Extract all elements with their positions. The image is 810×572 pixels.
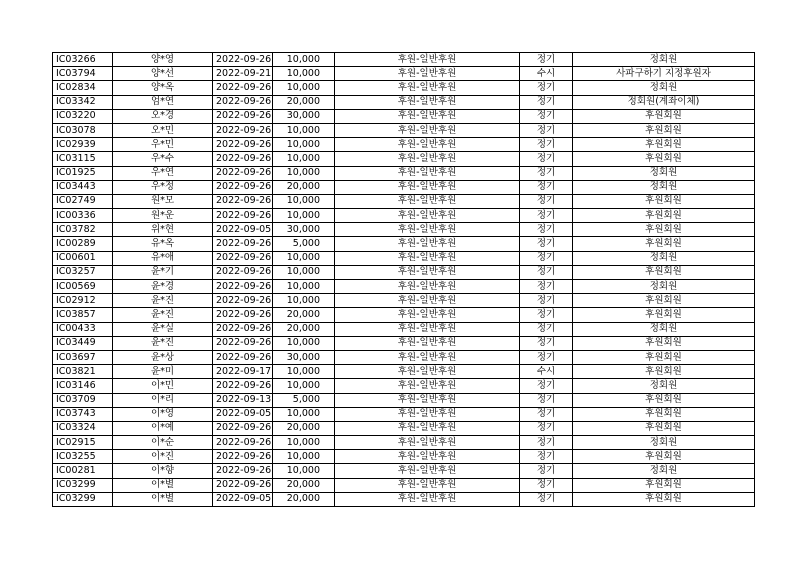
donation-date-cell: 2022-09-13 [213,393,273,407]
member-category-cell: 후원회원 [573,194,755,208]
member-category-cell: 후원회원 [573,407,755,421]
donation-amount-cell: 20,000 [273,180,335,194]
member-category-cell: 정회원 [573,322,755,336]
table-row [53,478,755,492]
donation-type-cell: 후원-일반후원 [335,464,520,478]
donor-id-cell: IC03449 [53,336,113,350]
donation-amount-cell: 10,000 [273,294,335,308]
donor-name-cell: 윤*진 [113,336,213,350]
donor-id-cell: IC01925 [53,166,113,180]
member-category-cell: 정회원 [573,166,755,180]
member-category-cell: 후원회원 [573,336,755,350]
donor-name-cell: 윤*미 [113,365,213,379]
table-row [53,464,755,478]
donor-name-cell: 우*수 [113,152,213,166]
table-row [53,407,755,421]
table-row [53,294,755,308]
donation-date-cell: 2022-09-26 [213,237,273,251]
donation-table-body [53,53,755,507]
donation-date-cell: 2022-09-26 [213,138,273,152]
donor-id-cell: IC03266 [53,53,113,67]
member-category-cell: 후원회원 [573,138,755,152]
donation-frequency-cell: 정기 [520,251,573,265]
donation-type-cell: 후원-일반후원 [335,166,520,180]
donor-id-cell: IC00601 [53,251,113,265]
donor-name-cell: 양*선 [113,67,213,81]
donation-frequency-cell: 정기 [520,138,573,152]
table-row [53,123,755,137]
donor-name-cell: 윤*기 [113,265,213,279]
donation-date-cell: 2022-09-05 [213,492,273,506]
donation-frequency-cell: 정기 [520,123,573,137]
table-row [53,308,755,322]
table-row [53,209,755,223]
donation-date-cell: 2022-09-26 [213,265,273,279]
donor-id-cell: IC02939 [53,138,113,152]
table-row [53,166,755,180]
donor-name-cell: 우*민 [113,138,213,152]
member-category-cell: 후원회원 [573,492,755,506]
donation-frequency-cell: 정기 [520,152,573,166]
donor-id-cell: IC00289 [53,237,113,251]
donor-id-cell: IC03342 [53,95,113,109]
member-category-cell: 정회원 [573,280,755,294]
donation-amount-cell: 10,000 [273,209,335,223]
donation-amount-cell: 10,000 [273,152,335,166]
donation-amount-cell: 30,000 [273,223,335,237]
donation-frequency-cell: 정기 [520,223,573,237]
donor-id-cell: IC03299 [53,492,113,506]
member-category-cell: 정회원 [573,81,755,95]
donation-type-cell: 후원-일반후원 [335,237,520,251]
table-row [53,336,755,350]
donation-amount-cell: 10,000 [273,123,335,137]
member-category-cell: 후원회원 [573,478,755,492]
table-row [53,421,755,435]
donor-id-cell: IC03115 [53,152,113,166]
donor-id-cell: IC00281 [53,464,113,478]
donor-id-cell: IC00336 [53,209,113,223]
donation-type-cell: 후원-일반후원 [335,478,520,492]
donation-date-cell: 2022-09-26 [213,109,273,123]
donation-frequency-cell: 정기 [520,464,573,478]
table-row [53,67,755,81]
table-row [53,265,755,279]
member-category-cell: 후원회원 [573,123,755,137]
donation-amount-cell: 10,000 [273,81,335,95]
donor-name-cell: 이*향 [113,464,213,478]
donor-id-cell: IC03220 [53,109,113,123]
donation-frequency-cell: 정기 [520,407,573,421]
table-row [53,492,755,506]
donation-type-cell: 후원-일반후원 [335,450,520,464]
donation-frequency-cell: 정기 [520,492,573,506]
donation-frequency-cell: 정기 [520,393,573,407]
donor-id-cell: IC03078 [53,123,113,137]
donation-type-cell: 후원-일반후원 [335,81,520,95]
table-row [53,365,755,379]
donation-date-cell: 2022-09-26 [213,379,273,393]
donation-frequency-cell: 정기 [520,379,573,393]
donation-frequency-cell: 정기 [520,166,573,180]
donation-frequency-cell: 정기 [520,322,573,336]
donor-id-cell: IC03146 [53,379,113,393]
table-row [53,138,755,152]
donor-name-cell: 오*민 [113,123,213,137]
member-category-cell: 후원회원 [573,350,755,364]
donation-date-cell: 2022-09-26 [213,53,273,67]
table-row [53,95,755,109]
donor-name-cell: 원*운 [113,209,213,223]
donor-name-cell: 양*옥 [113,81,213,95]
donation-amount-cell: 20,000 [273,421,335,435]
donation-type-cell: 후원-일반후원 [335,138,520,152]
table-row [53,393,755,407]
table-row [53,379,755,393]
donor-name-cell: 이*순 [113,436,213,450]
member-category-cell: 정회원 [573,251,755,265]
donation-date-cell: 2022-09-26 [213,194,273,208]
donation-date-cell: 2022-09-26 [213,436,273,450]
donation-frequency-cell: 정기 [520,95,573,109]
donation-date-cell: 2022-09-26 [213,251,273,265]
donor-name-cell: 윤*진 [113,308,213,322]
donation-amount-cell: 5,000 [273,237,335,251]
donor-name-cell: 양*영 [113,53,213,67]
donation-amount-cell: 10,000 [273,251,335,265]
donation-amount-cell: 10,000 [273,166,335,180]
member-category-cell: 후원회원 [573,265,755,279]
donor-name-cell: 유*옥 [113,237,213,251]
member-category-cell: 정회원 [573,464,755,478]
member-category-cell: 후원회원 [573,365,755,379]
donation-amount-cell: 10,000 [273,464,335,478]
donation-date-cell: 2022-09-26 [213,81,273,95]
table-row [53,237,755,251]
donation-date-cell: 2022-09-26 [213,95,273,109]
donation-type-cell: 후원-일반후원 [335,350,520,364]
donation-amount-cell: 10,000 [273,280,335,294]
donor-id-cell: IC00569 [53,280,113,294]
member-category-cell: 후원회원 [573,294,755,308]
donor-name-cell: 이*민 [113,379,213,393]
donation-frequency-cell: 정기 [520,194,573,208]
table-row [53,450,755,464]
donation-frequency-cell: 정기 [520,81,573,95]
donor-id-cell: IC03299 [53,478,113,492]
donation-type-cell: 후원-일반후원 [335,407,520,421]
donation-type-cell: 후원-일반후원 [335,109,520,123]
donor-id-cell: IC03324 [53,421,113,435]
donation-type-cell: 후원-일반후원 [335,322,520,336]
donor-id-cell: IC03743 [53,407,113,421]
table-row [53,109,755,123]
member-category-cell: 정회원 [573,379,755,393]
donation-amount-cell: 20,000 [273,492,335,506]
donation-type-cell: 후원-일반후원 [335,308,520,322]
donation-amount-cell: 5,000 [273,393,335,407]
donation-amount-cell: 10,000 [273,365,335,379]
donation-frequency-cell: 정기 [520,336,573,350]
donation-date-cell: 2022-09-26 [213,123,273,137]
donor-name-cell: 우*정 [113,180,213,194]
donation-frequency-cell: 정기 [520,294,573,308]
donation-type-cell: 후원-일반후원 [335,194,520,208]
donation-type-cell: 후원-일반후원 [335,421,520,435]
member-category-cell: 후원회원 [573,223,755,237]
member-category-cell: 후원회원 [573,152,755,166]
donation-frequency-cell: 정기 [520,109,573,123]
donation-type-cell: 후원-일반후원 [335,209,520,223]
member-category-cell: 후원회원 [573,421,755,435]
donor-name-cell: 엄*연 [113,95,213,109]
donor-name-cell: 이*진 [113,450,213,464]
donor-name-cell: 이*별 [113,478,213,492]
donor-id-cell: IC02915 [53,436,113,450]
donation-type-cell: 후원-일반후원 [335,95,520,109]
donation-type-cell: 후원-일반후원 [335,265,520,279]
table-row [53,152,755,166]
member-category-cell: 후원회원 [573,109,755,123]
donor-id-cell: IC02912 [53,294,113,308]
donation-date-cell: 2022-09-26 [213,450,273,464]
table-row [53,53,755,67]
member-category-cell: 후원회원 [573,308,755,322]
donation-amount-cell: 10,000 [273,194,335,208]
donation-date-cell: 2022-09-26 [213,180,273,194]
donor-id-cell: IC03443 [53,180,113,194]
donation-type-cell: 후원-일반후원 [335,379,520,393]
donation-type-cell: 후원-일반후원 [335,53,520,67]
donation-frequency-cell: 정기 [520,308,573,322]
donation-amount-cell: 10,000 [273,436,335,450]
member-category-cell: 정회원 [573,180,755,194]
donation-date-cell: 2022-09-17 [213,365,273,379]
donation-amount-cell: 10,000 [273,450,335,464]
donor-name-cell: 이*별 [113,492,213,506]
donor-name-cell: 우*연 [113,166,213,180]
donation-amount-cell: 20,000 [273,322,335,336]
donation-date-cell: 2022-09-26 [213,152,273,166]
donation-type-cell: 후원-일반후원 [335,280,520,294]
donor-id-cell: IC03794 [53,67,113,81]
table-row [53,194,755,208]
donation-type-cell: 후원-일반후원 [335,393,520,407]
donor-name-cell: 이*예 [113,421,213,435]
donor-name-cell: 윤*실 [113,322,213,336]
donation-frequency-cell: 정기 [520,350,573,364]
donation-frequency-cell: 정기 [520,180,573,194]
table-row [53,180,755,194]
donation-frequency-cell: 정기 [520,265,573,279]
donation-amount-cell: 10,000 [273,407,335,421]
donor-id-cell: IC02834 [53,81,113,95]
member-category-cell: 정회원(계좌이체) [573,95,755,109]
donation-type-cell: 후원-일반후원 [335,294,520,308]
donor-id-cell: IC03709 [53,393,113,407]
donation-date-cell: 2022-09-26 [213,209,273,223]
donor-name-cell: 이*리 [113,393,213,407]
donation-amount-cell: 10,000 [273,138,335,152]
donation-type-cell: 후원-일반후원 [335,152,520,166]
donor-name-cell: 윤*경 [113,280,213,294]
donor-name-cell: 오*경 [113,109,213,123]
donation-type-cell: 후원-일반후원 [335,67,520,81]
donation-frequency-cell: 수시 [520,365,573,379]
donation-date-cell: 2022-09-26 [213,322,273,336]
donation-frequency-cell: 정기 [520,478,573,492]
donation-amount-cell: 10,000 [273,265,335,279]
member-category-cell: 후원회원 [573,450,755,464]
donor-name-cell: 유*애 [113,251,213,265]
donor-id-cell: IC02749 [53,194,113,208]
donation-date-cell: 2022-09-26 [213,464,273,478]
donation-type-cell: 후원-일반후원 [335,492,520,506]
donation-amount-cell: 20,000 [273,478,335,492]
donation-frequency-cell: 정기 [520,209,573,223]
donation-date-cell: 2022-09-26 [213,336,273,350]
donation-date-cell: 2022-09-26 [213,308,273,322]
donation-amount-cell: 10,000 [273,379,335,393]
donor-id-cell: IC03697 [53,350,113,364]
donor-id-cell: IC03257 [53,265,113,279]
donation-type-cell: 후원-일반후원 [335,365,520,379]
donor-name-cell: 윤*진 [113,294,213,308]
donor-id-cell: IC03857 [53,308,113,322]
donation-date-cell: 2022-09-26 [213,478,273,492]
table-row [53,280,755,294]
donation-amount-cell: 10,000 [273,67,335,81]
donation-date-cell: 2022-09-26 [213,350,273,364]
donor-name-cell: 이*영 [113,407,213,421]
donation-table [52,52,755,507]
member-category-cell: 후원회원 [573,209,755,223]
member-category-cell: 후원회원 [573,393,755,407]
table-row [53,251,755,265]
donor-name-cell: 윤*상 [113,350,213,364]
table-row [53,322,755,336]
donation-date-cell: 2022-09-05 [213,223,273,237]
donation-date-cell: 2022-09-26 [213,280,273,294]
donation-frequency-cell: 정기 [520,421,573,435]
table-row [53,81,755,95]
donation-date-cell: 2022-09-05 [213,407,273,421]
donation-amount-cell: 10,000 [273,336,335,350]
donation-type-cell: 후원-일반후원 [335,336,520,350]
donation-date-cell: 2022-09-21 [213,67,273,81]
donor-id-cell: IC03821 [53,365,113,379]
table-row [53,223,755,237]
donor-id-cell: IC00433 [53,322,113,336]
member-category-cell: 사파구하기 지정후원자 [573,67,755,81]
donation-type-cell: 후원-일반후원 [335,223,520,237]
donor-id-cell: IC03782 [53,223,113,237]
donation-frequency-cell: 정기 [520,436,573,450]
donation-frequency-cell: 정기 [520,280,573,294]
donor-id-cell: IC03255 [53,450,113,464]
donor-name-cell: 위*현 [113,223,213,237]
donation-type-cell: 후원-일반후원 [335,180,520,194]
donation-amount-cell: 20,000 [273,95,335,109]
donation-amount-cell: 20,000 [273,308,335,322]
donation-amount-cell: 30,000 [273,350,335,364]
donation-amount-cell: 10,000 [273,53,335,67]
table-row [53,350,755,364]
donation-frequency-cell: 정기 [520,53,573,67]
donation-frequency-cell: 정기 [520,237,573,251]
donation-frequency-cell: 수시 [520,67,573,81]
table-row [53,436,755,450]
donation-type-cell: 후원-일반후원 [335,123,520,137]
donation-type-cell: 후원-일반후원 [335,436,520,450]
donation-date-cell: 2022-09-26 [213,421,273,435]
donation-amount-cell: 30,000 [273,109,335,123]
member-category-cell: 정회원 [573,53,755,67]
donation-type-cell: 후원-일반후원 [335,251,520,265]
donation-date-cell: 2022-09-26 [213,166,273,180]
member-category-cell: 후원회원 [573,237,755,251]
donation-frequency-cell: 정기 [520,450,573,464]
member-category-cell: 정회원 [573,436,755,450]
donor-name-cell: 원*모 [113,194,213,208]
donation-date-cell: 2022-09-26 [213,294,273,308]
